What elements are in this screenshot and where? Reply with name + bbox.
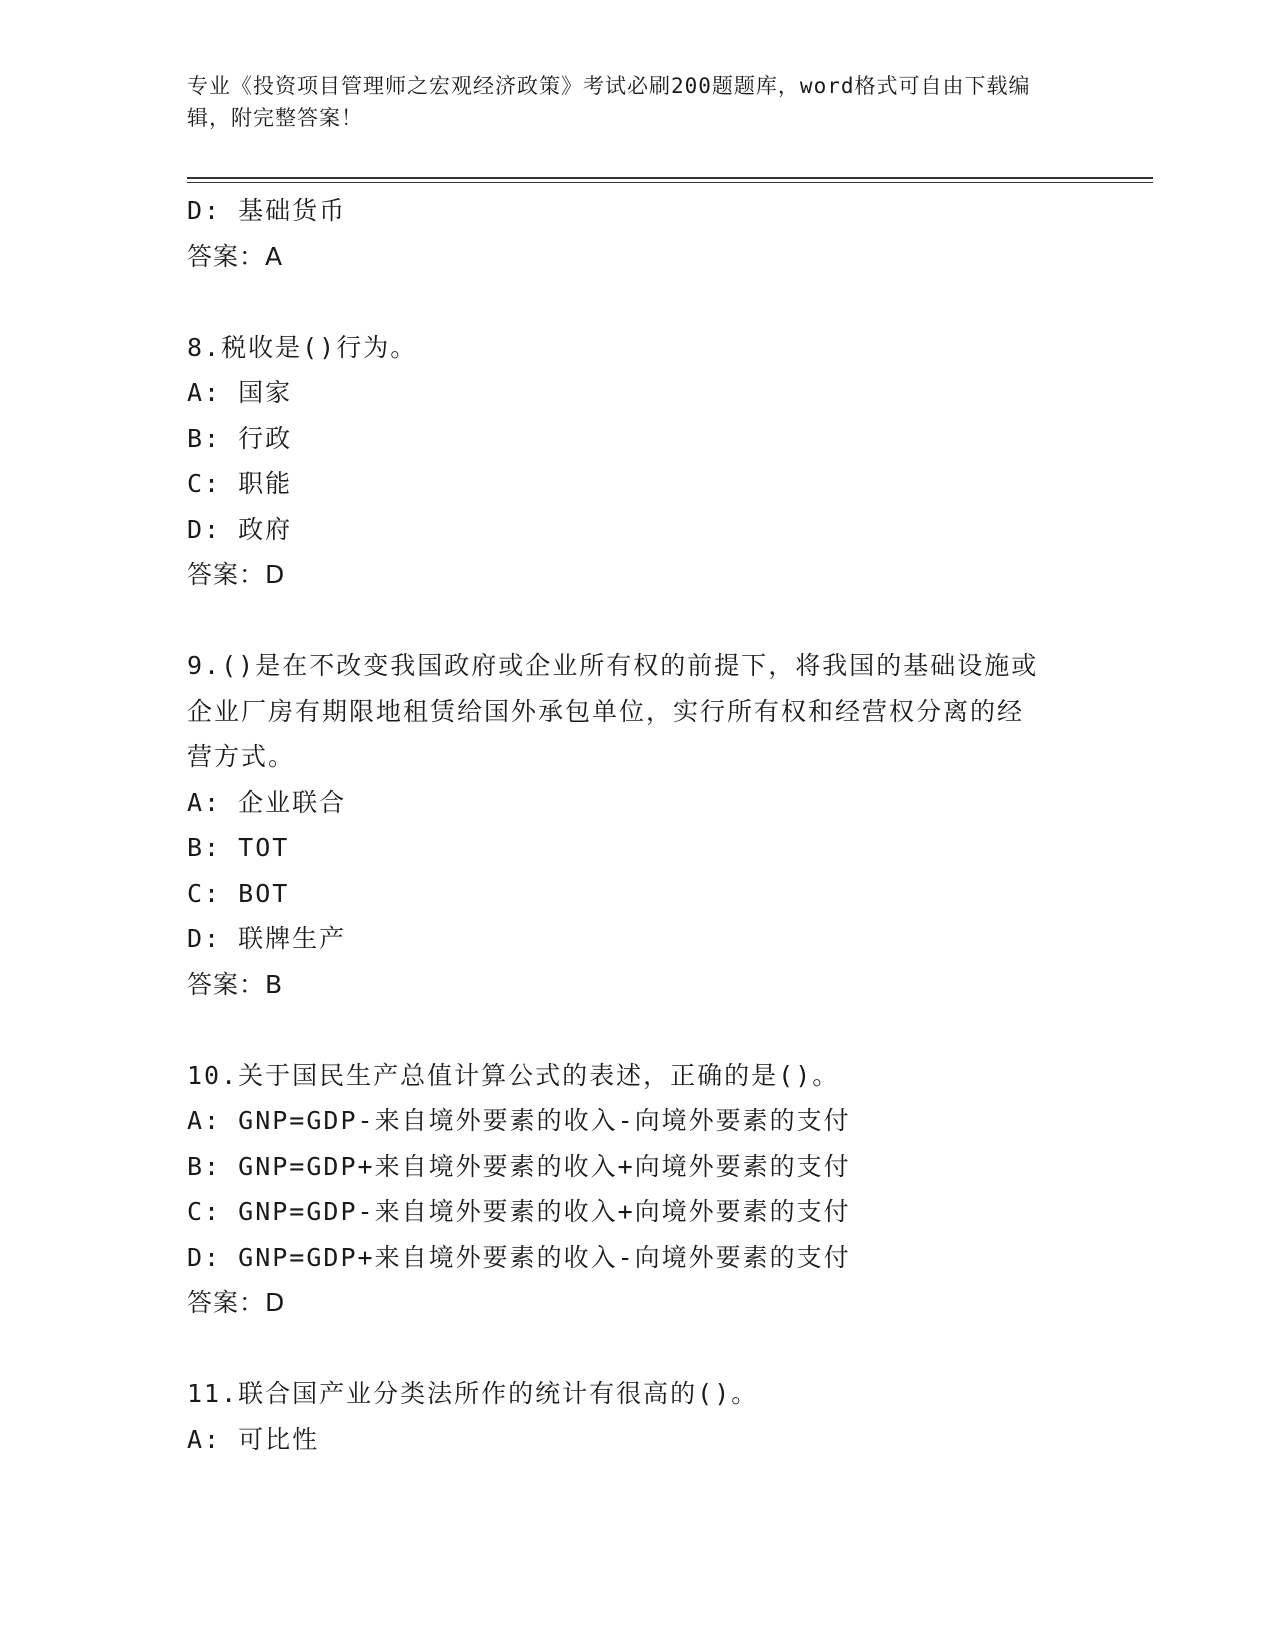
spacer bbox=[187, 598, 1087, 644]
question-10-answer: 答案：D bbox=[187, 1288, 286, 1317]
question-8-option-a: A: 国家 bbox=[187, 378, 293, 407]
question-9-stem: 9.()是在不改变我国政府或企业所有权的前提下，将我国的基础设施或企业厂房有期限地租赁给国外承包单位，实行所有权和经营权分离的经营方式。 bbox=[187, 651, 1039, 771]
prev-option-d: D: 基础货币 bbox=[187, 196, 347, 225]
question-11-option-a: A: 可比性 bbox=[187, 1424, 320, 1454]
question-10-stem: 10.关于国民生产总值计算公式的表述，正确的是()。 bbox=[187, 1060, 840, 1090]
question-8-option-d: D: 政府 bbox=[187, 514, 293, 544]
header-rule-thin bbox=[187, 182, 1153, 183]
document-header: 专业《投资项目管理师之宏观经济政策》考试必刷200题题库，word格式可自由下载编辑，附完整答案！ bbox=[187, 74, 1031, 130]
question-8-option-c: C: 职能 bbox=[187, 469, 293, 498]
question-content bbox=[187, 188, 1087, 1462]
question-10-option-d: D: GNP=GDP+来自境外要素的收入-向境外要素的支付 bbox=[187, 1242, 851, 1272]
question-10-option-b: B: GNP=GDP+来自境外要素的收入+向境外要素的支付 bbox=[187, 1151, 851, 1181]
spacer bbox=[187, 279, 1087, 325]
spacer bbox=[187, 1326, 1087, 1372]
question-11-stem: 11.联合国产业分类法所作的统计有很高的()。 bbox=[187, 1379, 759, 1408]
header-rule-thick bbox=[187, 177, 1153, 179]
question-8-stem: 8.税收是()行为。 bbox=[187, 332, 418, 362]
prev-answer: 答案：A bbox=[187, 241, 284, 271]
question-8-option-b: B: 行政 bbox=[187, 423, 293, 453]
question-9-option-b: B: TOT bbox=[187, 833, 290, 862]
question-8-answer: 答案：D bbox=[187, 560, 286, 589]
question-9-option-d: D: 联牌生产 bbox=[187, 924, 347, 953]
spacer bbox=[187, 1007, 1087, 1053]
question-9-option-c: C: BOT bbox=[187, 878, 290, 908]
question-9-answer: 答案：B bbox=[187, 969, 284, 999]
question-10-option-a: A: GNP=GDP-来自境外要素的收入-向境外要素的支付 bbox=[187, 1106, 851, 1135]
question-9-option-a: A: 企业联合 bbox=[187, 787, 347, 817]
question-10-option-c: C: GNP=GDP-来自境外要素的收入+向境外要素的支付 bbox=[187, 1197, 851, 1226]
